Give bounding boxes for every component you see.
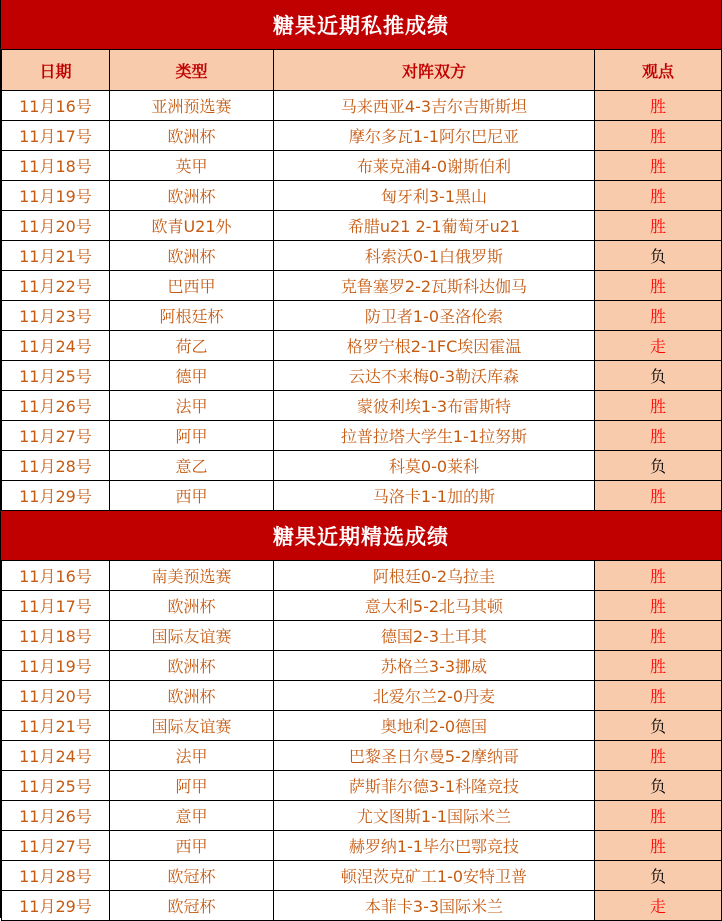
row-match: 意大利5-2北马其顿 — [274, 591, 595, 621]
row-type: 欧洲杯 — [110, 121, 274, 151]
row-date: 11月16号 — [2, 561, 110, 591]
table-row — [2, 741, 722, 771]
section1-title: 糖果近期私推成绩 — [1, 0, 721, 50]
table-row — [2, 391, 722, 421]
section2-table — [1, 561, 722, 921]
row-result: 胜 — [595, 651, 722, 681]
row-result: 胜 — [595, 561, 722, 591]
table-row — [2, 891, 722, 921]
header-row — [2, 50, 722, 91]
row-result: 胜 — [595, 391, 722, 421]
header-date: 日期 — [2, 50, 110, 91]
row-match: 本菲卡3-3国际米兰 — [274, 891, 595, 921]
row-type: 西甲 — [110, 831, 274, 861]
section1-table — [1, 50, 722, 511]
row-match: 格罗宁根2-1FC埃因霍温 — [274, 331, 595, 361]
row-result: 走 — [595, 891, 722, 921]
row-type: 阿甲 — [110, 421, 274, 451]
row-result: 胜 — [595, 91, 722, 121]
row-date: 11月27号 — [2, 421, 110, 451]
row-match: 奥地利2-0德国 — [274, 711, 595, 741]
table-row — [2, 771, 722, 801]
row-date: 11月19号 — [2, 181, 110, 211]
header-type: 类型 — [110, 50, 274, 91]
row-match: 马来西亚4-3吉尔吉斯斯坦 — [274, 91, 595, 121]
row-date: 11月26号 — [2, 801, 110, 831]
header-result: 观点 — [595, 50, 722, 91]
row-type: 欧洲杯 — [110, 651, 274, 681]
row-type: 法甲 — [110, 391, 274, 421]
table-row — [2, 301, 722, 331]
row-date: 11月21号 — [2, 241, 110, 271]
row-match: 苏格兰3-3挪威 — [274, 651, 595, 681]
row-type: 阿根廷杯 — [110, 301, 274, 331]
row-result: 胜 — [595, 301, 722, 331]
table-row — [2, 861, 722, 891]
table-row — [2, 271, 722, 301]
row-date: 11月27号 — [2, 831, 110, 861]
row-result: 胜 — [595, 831, 722, 861]
row-match: 赫罗纳1-1毕尔巴鄂竞技 — [274, 831, 595, 861]
row-result: 胜 — [595, 681, 722, 711]
row-date: 11月20号 — [2, 211, 110, 241]
row-type: 欧洲杯 — [110, 181, 274, 211]
table-row — [2, 561, 722, 591]
table-row — [2, 241, 722, 271]
row-match: 云达不来梅0-3勒沃库森 — [274, 361, 595, 391]
row-match: 克鲁塞罗2-2瓦斯科达伽马 — [274, 271, 595, 301]
row-date: 11月16号 — [2, 91, 110, 121]
section1-rows — [2, 91, 722, 511]
row-match: 科莫0-0莱科 — [274, 451, 595, 481]
row-match: 顿涅茨克矿工1-0安特卫普 — [274, 861, 595, 891]
row-type: 法甲 — [110, 741, 274, 771]
table-row — [2, 211, 722, 241]
row-type: 西甲 — [110, 481, 274, 511]
row-date: 11月18号 — [2, 621, 110, 651]
table-row — [2, 801, 722, 831]
row-match: 摩尔多瓦1-1阿尔巴尼亚 — [274, 121, 595, 151]
row-type: 欧洲杯 — [110, 591, 274, 621]
table-row — [2, 681, 722, 711]
row-result: 胜 — [595, 621, 722, 651]
section2-rows — [2, 561, 722, 921]
table-row — [2, 621, 722, 651]
row-type: 欧青U21外 — [110, 211, 274, 241]
row-date: 11月20号 — [2, 681, 110, 711]
table-row — [2, 451, 722, 481]
row-type: 国际友谊赛 — [110, 621, 274, 651]
row-date: 11月23号 — [2, 301, 110, 331]
row-date: 11月17号 — [2, 121, 110, 151]
row-match: 阿根廷0-2乌拉圭 — [274, 561, 595, 591]
row-match: 北爱尔兰2-0丹麦 — [274, 681, 595, 711]
row-result: 胜 — [595, 741, 722, 771]
row-type: 欧冠杯 — [110, 861, 274, 891]
row-match: 科索沃0-1白俄罗斯 — [274, 241, 595, 271]
table-row — [2, 361, 722, 391]
row-date: 11月17号 — [2, 591, 110, 621]
table-row — [2, 421, 722, 451]
row-type: 国际友谊赛 — [110, 711, 274, 741]
row-type: 欧洲杯 — [110, 241, 274, 271]
table-row — [2, 591, 722, 621]
row-match: 防卫者1-0圣洛伦索 — [274, 301, 595, 331]
row-type: 意乙 — [110, 451, 274, 481]
row-date: 11月28号 — [2, 861, 110, 891]
row-result: 胜 — [595, 211, 722, 241]
row-match: 巴黎圣日尔曼5-2摩纳哥 — [274, 741, 595, 771]
row-result: 负 — [595, 711, 722, 741]
row-date: 11月19号 — [2, 651, 110, 681]
table-row — [2, 331, 722, 361]
row-match: 拉普拉塔大学生1-1拉努斯 — [274, 421, 595, 451]
row-type: 英甲 — [110, 151, 274, 181]
row-result: 胜 — [595, 481, 722, 511]
row-result: 负 — [595, 771, 722, 801]
table-row — [2, 711, 722, 741]
row-result: 负 — [595, 861, 722, 891]
row-date: 11月18号 — [2, 151, 110, 181]
row-type: 巴西甲 — [110, 271, 274, 301]
row-result: 胜 — [595, 151, 722, 181]
row-result: 负 — [595, 361, 722, 391]
row-date: 11月26号 — [2, 391, 110, 421]
row-type: 意甲 — [110, 801, 274, 831]
row-result: 胜 — [595, 181, 722, 211]
table-row — [2, 121, 722, 151]
row-result: 胜 — [595, 421, 722, 451]
row-type: 荷乙 — [110, 331, 274, 361]
row-date: 11月29号 — [2, 481, 110, 511]
row-date: 11月29号 — [2, 891, 110, 921]
row-date: 11月21号 — [2, 711, 110, 741]
row-result: 胜 — [595, 591, 722, 621]
row-result: 走 — [595, 331, 722, 361]
table-row — [2, 181, 722, 211]
row-match: 蒙彼利埃1-3布雷斯特 — [274, 391, 595, 421]
row-date: 11月25号 — [2, 771, 110, 801]
row-type: 欧洲杯 — [110, 681, 274, 711]
row-type: 阿甲 — [110, 771, 274, 801]
row-date: 11月22号 — [2, 271, 110, 301]
row-match: 尤文图斯1-1国际米兰 — [274, 801, 595, 831]
section2-title: 糖果近期精选成绩 — [1, 511, 721, 561]
table-row — [2, 91, 722, 121]
row-match: 希腊u21 2-1葡萄牙u21 — [274, 211, 595, 241]
row-date: 11月28号 — [2, 451, 110, 481]
row-match: 德国2-3土耳其 — [274, 621, 595, 651]
row-result: 胜 — [595, 801, 722, 831]
row-result: 胜 — [595, 121, 722, 151]
row-match: 布莱克浦4-0谢斯伯利 — [274, 151, 595, 181]
table-row — [2, 151, 722, 181]
row-type: 德甲 — [110, 361, 274, 391]
table-row — [2, 481, 722, 511]
row-result: 胜 — [595, 271, 722, 301]
table-row — [2, 651, 722, 681]
row-date: 11月24号 — [2, 741, 110, 771]
header-match: 对阵双方 — [274, 50, 595, 91]
row-date: 11月25号 — [2, 361, 110, 391]
row-match: 匈牙利3-1黑山 — [274, 181, 595, 211]
row-match: 马洛卡1-1加的斯 — [274, 481, 595, 511]
row-result: 负 — [595, 241, 722, 271]
row-date: 11月24号 — [2, 331, 110, 361]
row-type: 亚洲预选赛 — [110, 91, 274, 121]
row-type: 南美预选赛 — [110, 561, 274, 591]
table-row — [2, 831, 722, 861]
row-result: 负 — [595, 451, 722, 481]
row-type: 欧冠杯 — [110, 891, 274, 921]
row-match: 萨斯菲尔德3-1科隆竞技 — [274, 771, 595, 801]
